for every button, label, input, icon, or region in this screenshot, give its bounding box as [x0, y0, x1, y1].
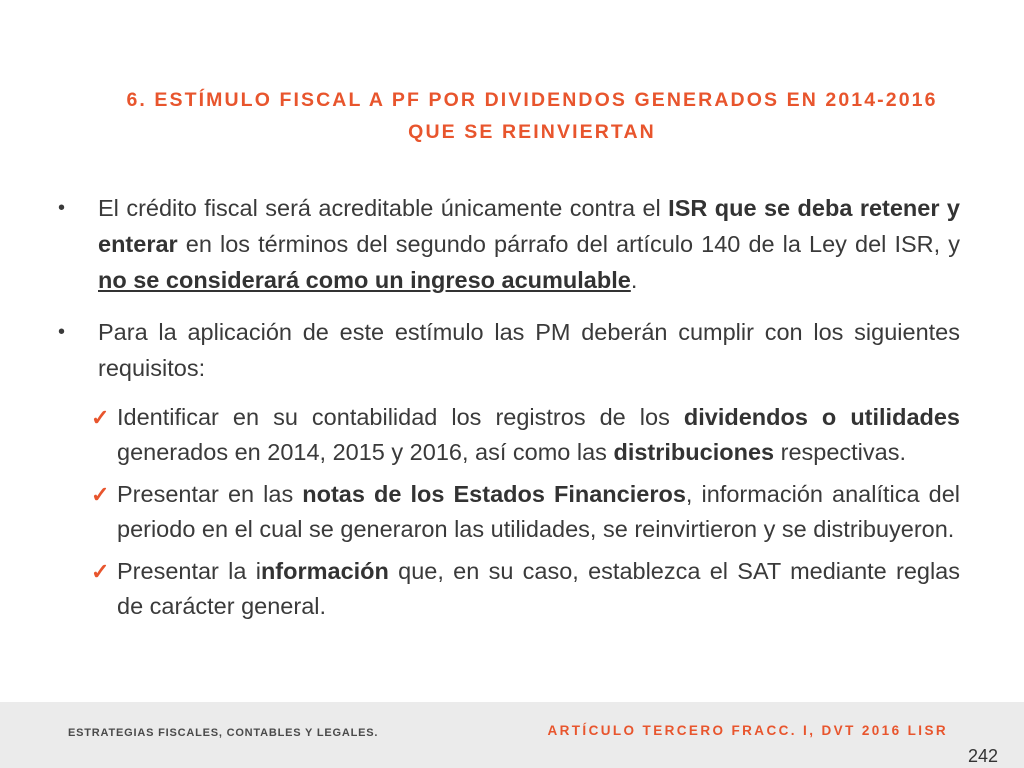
bullet-underlined-text: no se considerará como un ingreso acumulable — [98, 267, 631, 293]
footer-reference: ARTÍCULO TERCERO FRACC. I, DVT 2016 LISR — [547, 723, 948, 738]
checkmark-icon: ✓ — [91, 482, 110, 507]
slide-title-line-2: QUE SE REINVIERTAN — [408, 121, 656, 143]
bullet-item-credit — [58, 190, 960, 298]
check-item-information — [58, 554, 960, 624]
bullet-bold-text: ISR que se deba retener y enterar — [98, 195, 960, 257]
check-bold-text: distribuciones — [613, 439, 775, 465]
footer-tagline: ESTRATEGIAS FISCALES, CONTABLES Y LEGALES. — [68, 727, 379, 739]
slide-title — [60, 84, 1004, 148]
bullet-item-requirements — [58, 314, 960, 386]
bullet-icon: • — [58, 321, 66, 343]
check-item-identify — [58, 400, 960, 470]
bullet-icon: • — [58, 197, 66, 219]
check-bold-text: notas de los Estados Financieros — [302, 481, 686, 507]
slide-title-line-1: 6. ESTÍMULO FISCAL A PF POR DIVIDENDOS GENERADOS EN 2014-2016 — [126, 89, 938, 111]
page-number: 242 — [967, 746, 998, 766]
check-text: , información analítica del periodo en el cual se generaron las utilidades, se reinvirtieron y se distribuyeron. — [117, 481, 960, 542]
check-bold-text: dividendos o utilidades — [683, 404, 961, 430]
check-text: respectivas. — [774, 439, 907, 465]
bullet-text: El crédito fiscal será acreditable únicamente contra el — [98, 195, 669, 221]
check-text: Presentar en las — [117, 481, 303, 507]
check-text: Identificar en su contabilidad los registros de los — [117, 404, 684, 430]
bullet-text: . — [630, 267, 638, 293]
bullet-text: en los términos del segundo párrafo del artículo 140 de la Ley del ISR, y — [177, 231, 960, 257]
bullet-text: Para la aplicación de este estímulo las PM deberán cumplir con los siguientes requisitos: — [98, 319, 960, 381]
requirements-list — [58, 400, 960, 624]
check-bold-text: nformación — [260, 558, 389, 584]
footer-bar — [0, 702, 1024, 768]
checkmark-icon: ✓ — [91, 405, 110, 430]
slide-content — [58, 190, 960, 624]
checkmark-icon: ✓ — [91, 559, 110, 584]
check-text: generados en 2014, 2015 y 2016, así como las — [117, 439, 614, 465]
check-item-notes — [58, 477, 960, 547]
check-text: que, en su caso, establezca el SAT mediante reglas de carácter general. — [117, 558, 961, 619]
check-text: Presentar la i — [117, 558, 261, 584]
